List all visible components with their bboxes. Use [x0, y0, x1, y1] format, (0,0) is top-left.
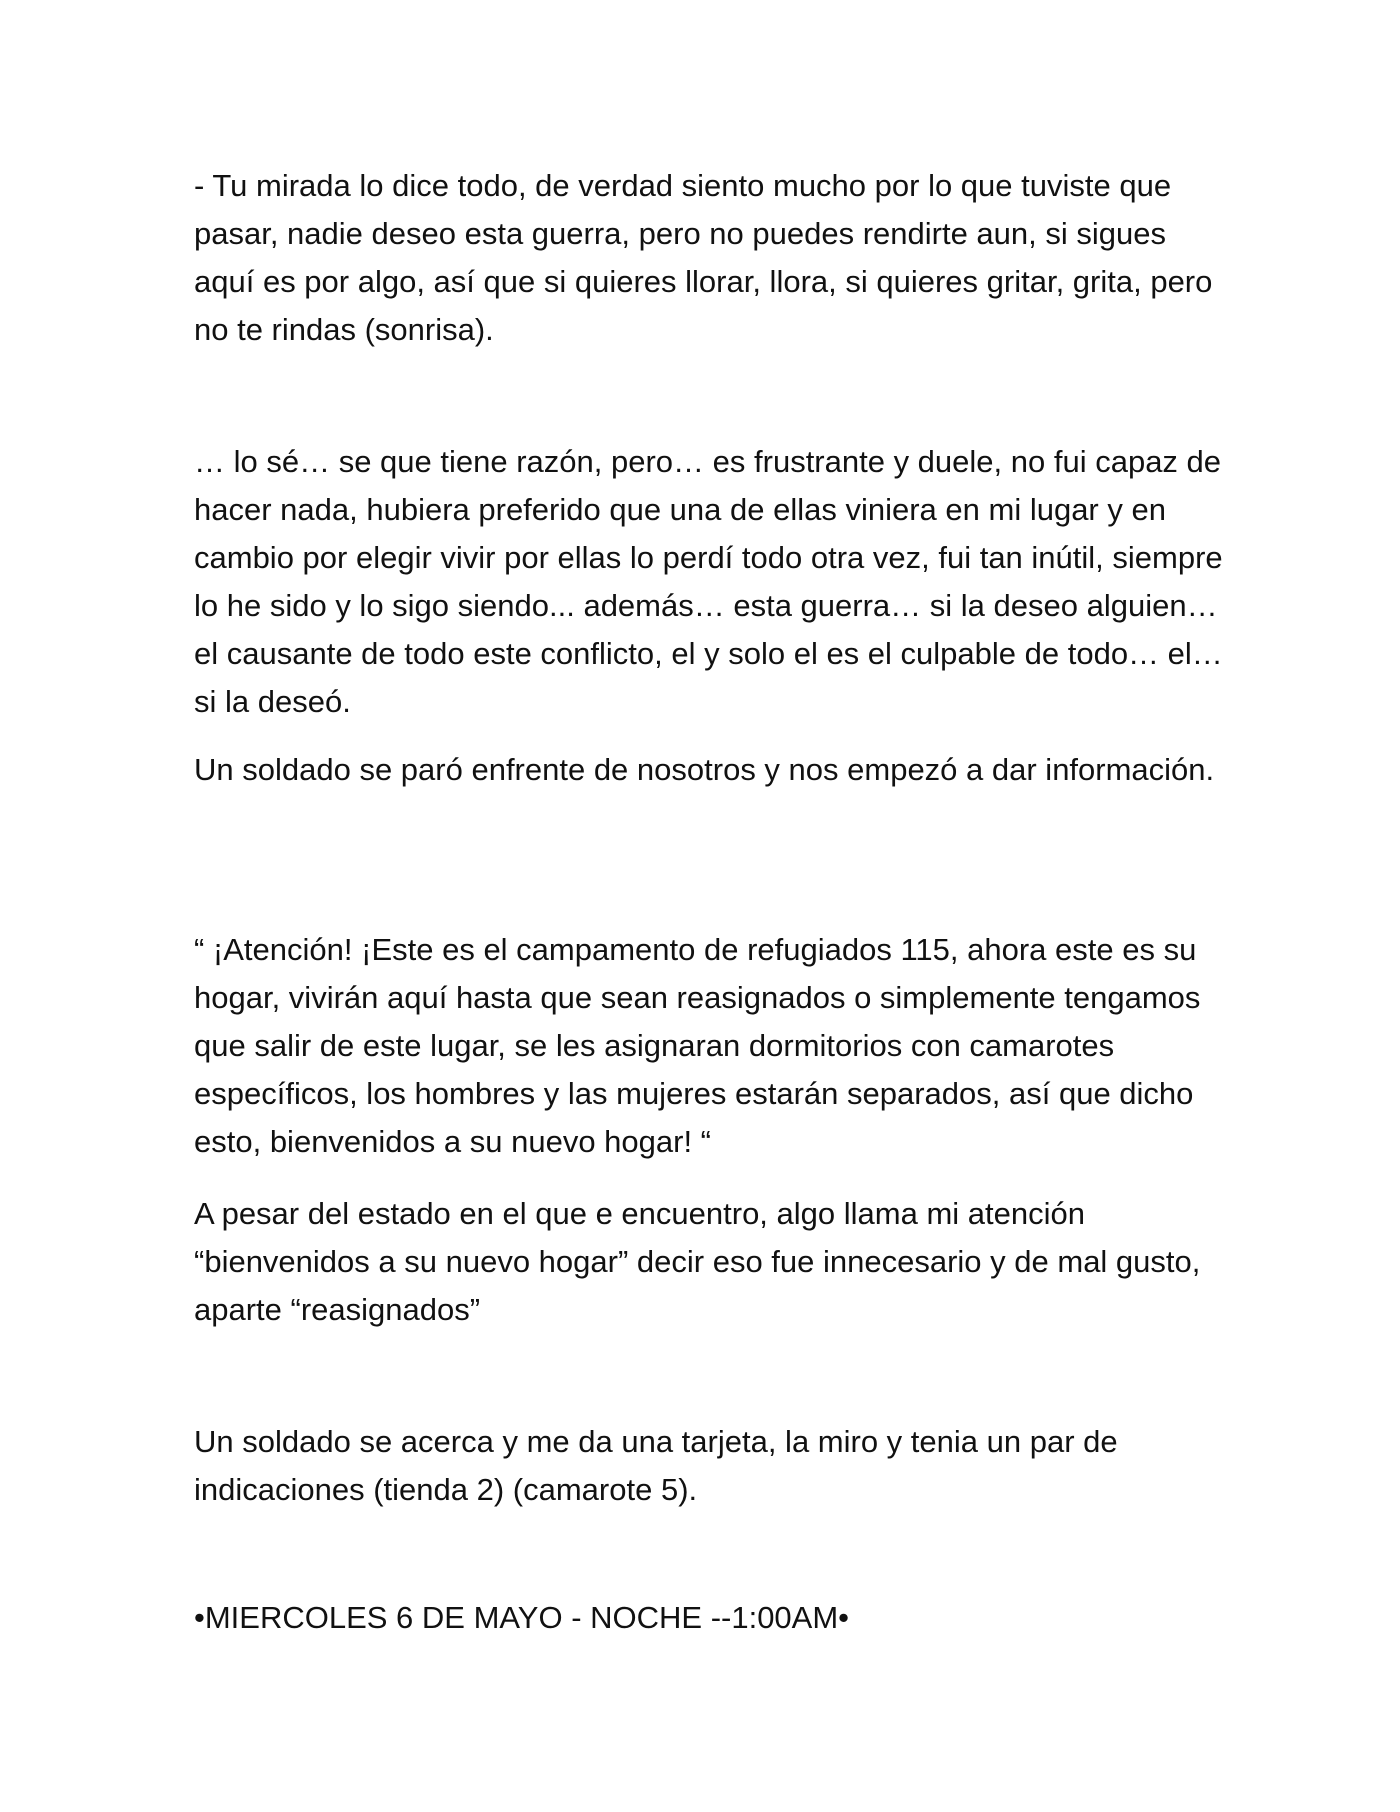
paragraph-text: … lo sé… se que tiene razón, pero… es frustrante y duele, no fui capaz de hacer nada, hubiera preferido que una de ellas viniera en mi lugar y en cambio por elegir vivir por ellas lo perdí todo otra vez, fui tan inútil, siempre lo he sido y lo sigo siendo... además… esta guerra… si la deseo alguien… el causante de todo este conflicto, el y solo el es el culpable de todo… el… si la deseó.: [194, 444, 1223, 719]
paragraph-dialogue-1: [194, 162, 1224, 354]
section-date-heading: [194, 1594, 1224, 1642]
paragraph-text: Un soldado se paró enfrente de nosotros y nos empezó a dar información.: [194, 752, 1215, 787]
paragraph-soldier-stops: [194, 746, 1224, 794]
paragraph-text: “ ¡Atención! ¡Este es el campamento de refugiados 115, ahora este es su hogar, vivirán aquí hasta que sean reasignados o simplemente tengamos que salir de este lugar, se les asignaran dormitorios con camarotes específicos, los hombres y las mujeres estarán separados, así que dicho esto, bienvenidos a su nuevo hogar! “: [194, 932, 1201, 1159]
paragraph-card: [194, 1418, 1224, 1514]
paragraph-announcement: [194, 926, 1224, 1166]
paragraph-text: - Tu mirada lo dice todo, de verdad siento mucho por lo que tuviste que pasar, nadie deseo esta guerra, pero no puedes rendirte aun, si sigues aquí es por algo, así que si quieres llorar, llora, si quieres gritar, grita, pero no te rindas (sonrisa).: [194, 168, 1213, 347]
paragraph-text: A pesar del estado en el que e encuentro, algo llama mi atención “bienvenidos a su nuevo hogar” decir eso fue innecesario y de mal gusto, aparte “reasignados”: [194, 1196, 1201, 1327]
paragraph-reply: [194, 438, 1224, 726]
paragraph-observation: [194, 1190, 1224, 1334]
date-heading-text: •MIERCOLES 6 DE MAYO - NOCHE --1:00AM•: [194, 1600, 850, 1635]
paragraph-text: Un soldado se acerca y me da una tarjeta, la miro y tenia un par de indicaciones (tienda 2) (camarote 5).: [194, 1424, 1118, 1507]
